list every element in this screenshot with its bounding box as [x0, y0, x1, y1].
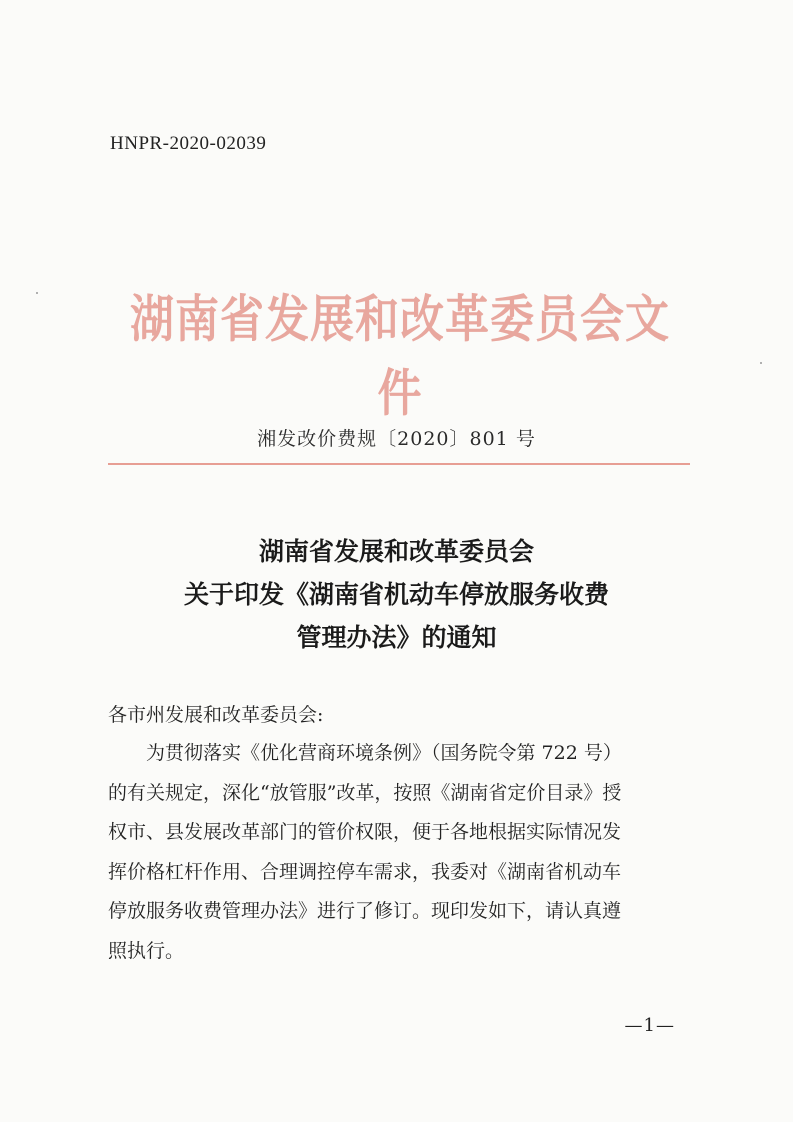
title-line: 管理办法》的通知	[296, 623, 497, 652]
title-line: 湖南省发展和改革委员会	[258, 537, 534, 566]
red-divider-line	[108, 463, 690, 465]
scan-speck	[36, 292, 38, 294]
document-number: 湘发改价费规〔2020〕801 号	[257, 428, 536, 450]
body-line: 停放服务收费管理办法》进行了修订。现印发如下，请认真遵	[108, 900, 622, 922]
masthead-title: 湖南省发展和改革委员会文件	[130, 290, 670, 423]
page-number: —1—	[624, 1015, 675, 1036]
notice-title	[0, 530, 793, 659]
body-paragraph	[108, 734, 690, 971]
scan-speck	[760, 362, 762, 364]
title-line: 关于印发《湖南省机动车停放服务收费	[183, 580, 609, 609]
body-line: 为贯彻落实《优化营商环境条例》（国务院令第 722 号）	[108, 742, 622, 764]
body-line: 的有关规定，深化“放管服”改革，按照《湖南省定价目录》授	[108, 781, 622, 804]
salutation: 各市州发展和改革委员会:	[108, 704, 324, 726]
body-line: 挥价格杠杆作用、合理调控停车需求，我委对《湖南省机动车	[108, 860, 622, 883]
document-id: HNPR-2020-02039	[110, 133, 267, 154]
body-line: 权市、县发展改革部门的管价权限，便于各地根据实际情况发	[108, 821, 622, 843]
body-line: 照执行。	[108, 939, 185, 962]
